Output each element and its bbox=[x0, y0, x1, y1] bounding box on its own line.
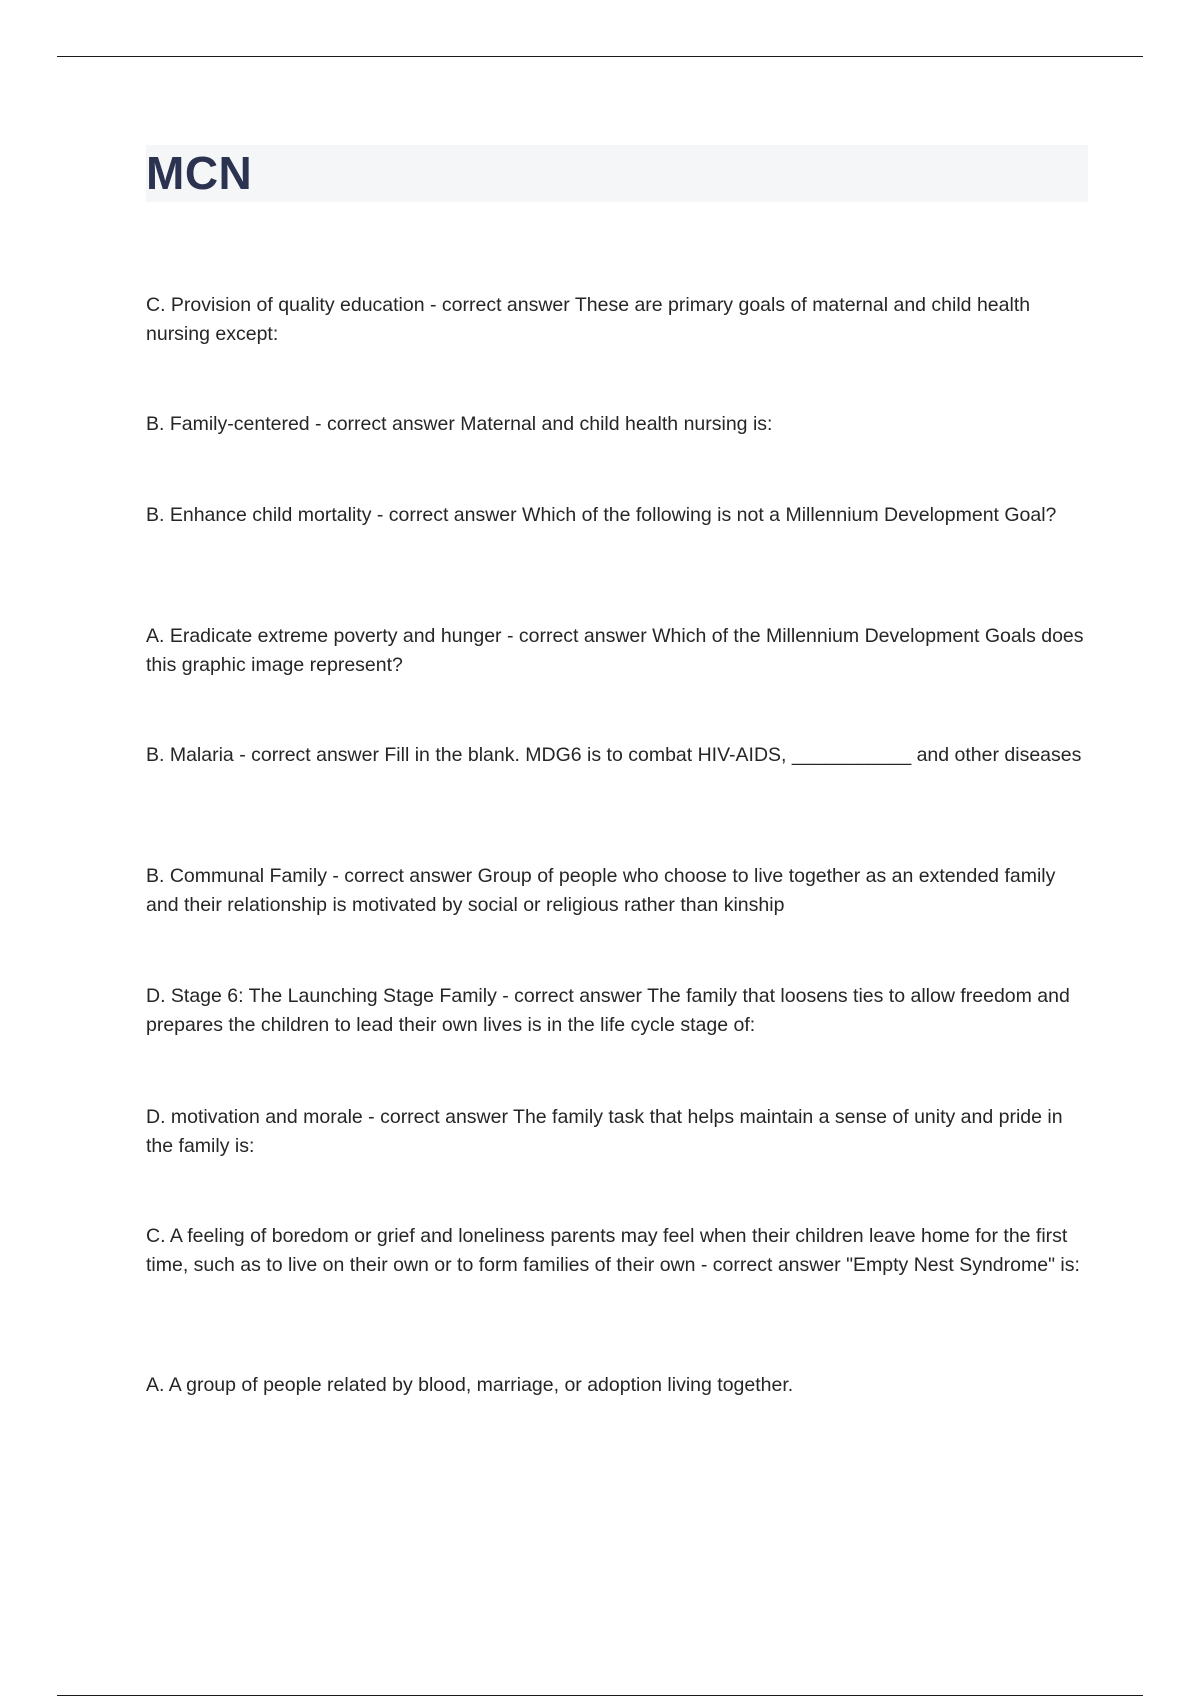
qa-item-5: B. Malaria - correct answer Fill in the blank. MDG6 is to combat HIV-AIDS, ___________ and other diseases bbox=[146, 744, 1082, 766]
qa-item-7: D. Stage 6: The Launching Stage Family - correct answer The family that loosens ties to allow freedom and prepares the children to lead their own lives is in the life cycle stage of: bbox=[146, 985, 1070, 1036]
page-top-rule bbox=[57, 56, 1143, 57]
qa-item-1: C. Provision of quality education - correct answer These are primary goals of maternal and child health nursing except: bbox=[146, 294, 1031, 345]
title-band bbox=[146, 145, 1088, 202]
document-title: MCN bbox=[146, 147, 253, 199]
page-bottom-rule bbox=[57, 1695, 1143, 1696]
qa-item-4: A. Eradicate extreme poverty and hunger - correct answer Which of the Millennium Development Goals does this graphic image represent? bbox=[146, 625, 1084, 676]
qa-item-8: D. motivation and morale - correct answer The family task that helps maintain a sense of unity and pride in the family is: bbox=[146, 1106, 1063, 1157]
qa-item-3: B. Enhance child mortality - correct answer Which of the following is not a Millennium Development Goal? bbox=[146, 504, 1057, 526]
qa-item-6: B. Communal Family - correct answer Group of people who choose to live together as an extended family and their relationship is motivated by social or religious rather than kinship bbox=[146, 865, 1056, 916]
qa-item-9: C. A feeling of boredom or grief and loneliness parents may feel when their children leave home for the first time, such as to live on their own or to form families of their own - correct answer "Empty Nest Syndrome" is: bbox=[146, 1225, 1080, 1276]
qa-item-10: A. A group of people related by blood, marriage, or adoption living together. bbox=[146, 1374, 794, 1396]
qa-item-2: B. Family-centered - correct answer Maternal and child health nursing is: bbox=[146, 413, 773, 435]
